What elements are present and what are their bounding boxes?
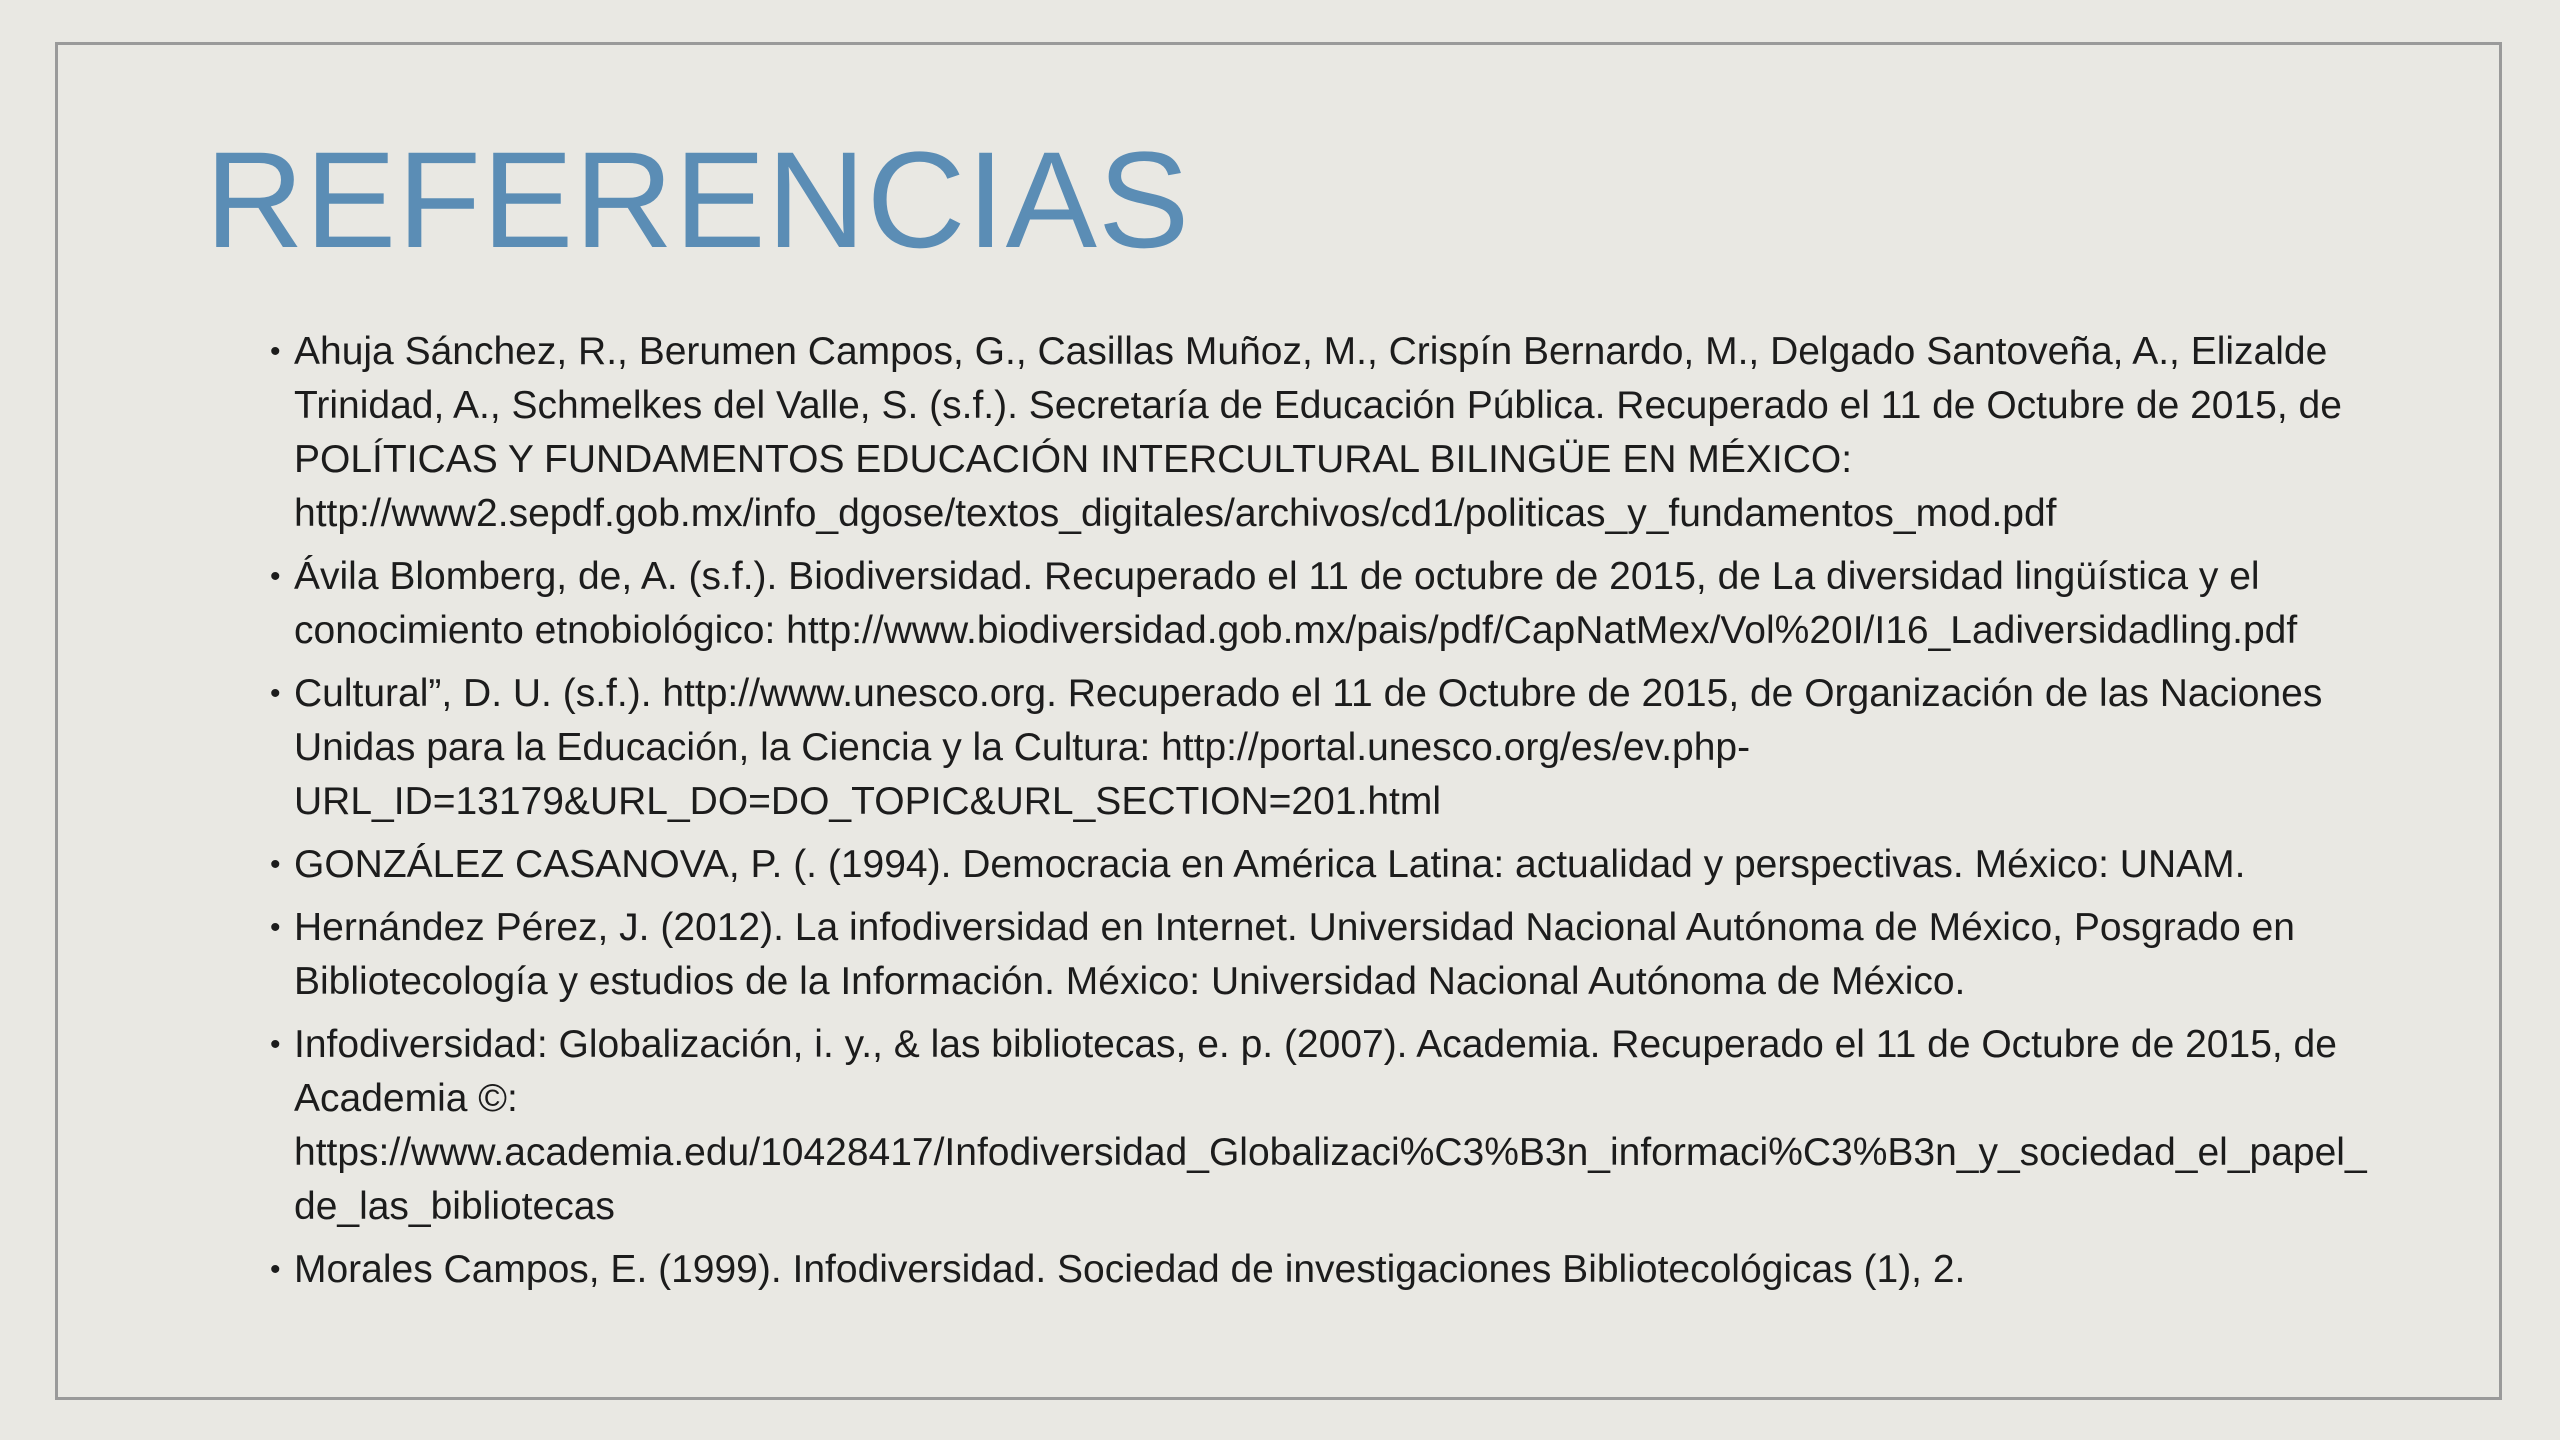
reference-item bbox=[270, 667, 2380, 829]
reference-text: GONZÁLEZ CASANOVA, P. (. (1994). Democracia en América Latina: actualidad y perspectivas. México: UNAM. bbox=[294, 843, 2246, 886]
reference-item bbox=[270, 325, 2380, 541]
reference-item bbox=[270, 901, 2380, 1009]
bullet-icon: • bbox=[270, 677, 281, 710]
reference-text: Ahuja Sánchez, R., Berumen Campos, G., Casillas Muñoz, M., Crispín Bernardo, M., Delgado Santoveña, A., Elizalde Trinidad, A., Schmelkes del Valle, S. (s.f.). Secretaría de Educación Pública. Recuperado el 11 de Octubre de 2015, de POLÍTICAS Y FUNDAMENTOS EDUCACIÓN INTERCULTURAL BILINGÜE EN MÉXICO: http://www2.sepdf.gob.mx/info_dgose/textos_digitales/archivos/cd1/politicas_y_fundamentos_mod.pdf bbox=[294, 330, 2342, 535]
bullet-icon: • bbox=[270, 1028, 281, 1061]
reference-list bbox=[270, 325, 2380, 1306]
bullet-icon: • bbox=[270, 911, 281, 944]
reference-item bbox=[270, 838, 2380, 892]
reference-text: Cultural”, D. U. (s.f.). http://www.unesco.org. Recuperado el 11 de Octubre de 2015, de Organización de las Naciones Unidas para la Educación, la Ciencia y la Cultura: http://portal.unesco.org/es/ev.php-URL_ID=13179&URL_DO=DO_TOPIC&URL_SECTION=201.html bbox=[294, 672, 2323, 823]
reference-item bbox=[270, 550, 2380, 658]
reference-item bbox=[270, 1243, 2380, 1297]
reference-text: Ávila Blomberg, de, A. (s.f.). Biodiversidad. Recuperado el 11 de octubre de 2015, de La diversidad lingüística y el conocimiento etnobiológico: http://www.biodiversidad.gob.mx/pais/pdf/CapNatMex/Vol%20I/I16_Ladiversidadling.pdf bbox=[294, 555, 2298, 652]
reference-text: Hernández Pérez, J. (2012). La infodiversidad en Internet. Universidad Nacional Autónoma de México, Posgrado en Bibliotecología y estudios de la Información. México: Universidad Nacional Autónoma de México. bbox=[294, 906, 2295, 1003]
reference-text: Morales Campos, E. (1999). Infodiversidad. Sociedad de investigaciones Bibliotecológicas (1), 2. bbox=[294, 1248, 1966, 1291]
reference-text: Infodiversidad: Globalización, i. y., & las bibliotecas, e. p. (2007). Academia. Recuperado el 11 de Octubre de 2015, de Academia ©: https://www.academia.edu/10428417/Infodiversidad_Globalizaci%C3%B3n_informaci%C3%B3n_y_sociedad_el_papel_de_las_bibliotecas bbox=[294, 1023, 2367, 1228]
bullet-icon: • bbox=[270, 1253, 281, 1286]
bullet-icon: • bbox=[270, 335, 281, 368]
bullet-icon: • bbox=[270, 848, 281, 881]
slide-title: REFERENCIAS bbox=[205, 124, 1191, 277]
bullet-icon: • bbox=[270, 560, 281, 593]
reference-item bbox=[270, 1018, 2380, 1234]
